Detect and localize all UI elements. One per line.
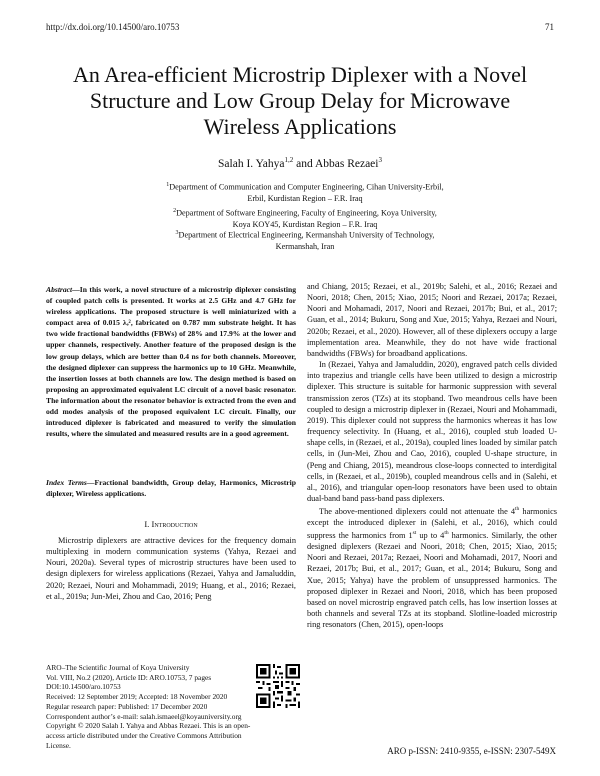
abstract-label: Abstract	[46, 285, 73, 294]
affiliation-2: $^2$Department of Software Engineering, Faculty of Engineering, Koya University, Koya KOY45, Kurdistan Region – F.R. Iraq	[173, 208, 437, 229]
authors	[40, 156, 560, 170]
page-number: 71	[545, 22, 554, 32]
abstract	[46, 284, 296, 439]
right-paragraph-3: The above-mentioned diplexers could not attenuate the 4th harmonics except the introduced diplexer in (Salehi, et al., 2016), which could suppress the harmonics from 1st up to 4th harmonics. Similarly, the other designed diplexers (Rezaei and Noori, 2018; Chen, 2015; Xiao, 2015; Noori and Rezaei, 2017a; Rezaei, Noori and Mohamadi, 2017, Noori and Rezaei, 2017b; Bui, et al., 2017; Guan, et al., 2014; Bukuru, Song and Xue, 2015; Yahya) have the problem of unsuppressed harmonics. The proposed diplexer in Rezaei and Noori, 2018, which has been proposed based on novel microstrip engraved patch cells, has low insertion losses at both channels and several TZs at its stopband. Slotline-loaded microstrip ring resonators (Chen, 2015), open-loops	[307, 506, 557, 630]
author-1-sup: 1,2	[284, 156, 294, 164]
affiliation-3: $^3$Department of Electrical Engineering, Kermanshah University of Technology, Kermanshah, Iran	[175, 230, 435, 251]
index-terms	[46, 477, 296, 499]
abstract-text: —In this work, a novel structure of a microstrip diplexer consisting of coupled patch cells is presented. It works at 2.5 GHz and 4.7 GHz for wireless applications. The proposed structure is well miniaturized with a compact area of 0.015 λₔ², fabricated on 0.787 mm substrate height. It has two wide fractional bandwidths (FBWs) of 28% and 17.9% at the lower and upper channels, respectively. Another feature of the proposed design is the low group delays, which are better than 0.4 ns for both channels. Moreover, the designed diplexer can suppress the harmonics up to 10 GHz. Meanwhile, the insertion losses at both channels are low. The design method is based on proposing an approximated equivalent LC circuit of a novel basic resonator. The information about the resonator behavior is extracted from the even and odd modes analysis of the proposed equivalent LC circuit. Finally, our introduced diplexer is fabricated and measured to verify the simulation results, where the simulated and measured results are in a good agreement.	[46, 285, 296, 439]
author-2-sup: 3	[378, 156, 382, 164]
left-body	[46, 535, 296, 602]
title-line-1: An Area-efficient Microstrip Diplexer with a Novel	[72, 62, 528, 87]
qr-code-icon	[256, 664, 300, 708]
section-heading: I. Introduction	[144, 519, 198, 529]
title-line-2: Structure and Low Group Delay for Microwave	[89, 88, 511, 113]
right-column	[307, 281, 557, 630]
article-info: ARO–The Scientific Journal of Koya University Vol. VIII, No.2 (2020), Article ID: ARO.10753, 7 pages DOI:10.14500/aro.10753 Received: 12 September 2019; Accepted: 18 November 2020 Regular research paper: Published: 17 December 2020 Correspondent author’s e-mail: salah.ismaeel@koyauniversity.org Copyright © 2020 Salah I. Yahya and Abbas Rezaei. This is an open-access article distributed under the Creative Commons Attribution License.	[46, 663, 251, 750]
affiliation-1: $^1$Department of Communication and Computer Engineering, Cihan University-Erbil, Erbil, Kurdistan Region – F.R. Iraq	[166, 182, 444, 203]
index-terms-text: —Fractional bandwidth, Group delay, Harmonics, Microstrip diplexer, Wireless applications.	[46, 478, 296, 499]
author-2: and Abbas Rezaei	[293, 157, 379, 170]
footer-issn: ARO p-ISSN: 2410-9355, e-ISSN: 2307-549X	[387, 746, 556, 756]
left-paragraph-1: Microstrip diplexers are attractive devices for the frequency domain multiplexing in modern communication systems (Yahya, Rezaei and Nouri, 2020a). Several types of microstrip structures have been used to design diplexers for wireless applications (Rezaei, Yahya and Jamaluddin, 2020; Rezaei, Nouri and Mohammadi, 2019; Huang, et al., 2016; Rezaei, et al., 2019a; Jun-Mei, Zhou and Cao, 2016; Peng	[46, 536, 296, 601]
doi-link[interactable]: http://dx.doi.org/10.14500/aro.10753	[46, 22, 180, 32]
right-paragraph-2: In (Rezaei, Yahya and Jamaluddin, 2020), engraved patch cells divided into trapezius and triangle cells have been utilized to design a microstrip diplexer. This structure is suitable for harmonic suppression with several transmission zeros (TZs) at its stopband. Two meandrous cells have been coupled to design a microstrip diplexer in (Rezaei, Nouri and Mohammadi, 2019). This diplexer could not suppress the harmonics whereas it has low frequency selectivity. In (Huang, et al., 2016), coupled stub loaded U-shape cells, in (Rezaei, et al., 2019a), coupled lines loaded by similar patch cells, in (Jun-Mei, Zhou and Cao, 2016), coupled U-shape structure, in (Peng and Chiang, 2015), meandrous close-loops connected to interdigital cells, in (Rezaei, et al., 2019b), coupled meandrous cells and in (Salehi, et al., 2016), and triangular open-loop resonators have been used to obtain dual-band band pass-band pass diplexers.	[307, 360, 557, 503]
title-line-3: Wireless Applications	[203, 114, 397, 139]
index-terms-label: Index Terms	[46, 478, 87, 487]
right-paragraph-1: and Chiang, 2015; Rezaei, et al., 2019b; Salehi, et al., 2016; Rezaei and Noori, 2018; Chen, 2015; Xiao, 2015; Noori and Rezaei, 2017a; Rezaei, Noori and Mohamadi, 2017, Noori and Rezaei, 2017b; Bui, et al., 2017; Guan, et al., 2014; Bukuru, Song and Xue, 2015; Yahya, Rezaei and Nouri, 2020b; Rezaei, et al., 2020). However, all of these diplexers occupy a large implementation area. Meanwhile, they do not have wide fractional bandwidths (FBWs) for broadband applications.	[307, 282, 557, 358]
author-1: Salah I. Yahya	[218, 157, 285, 170]
paper-title	[40, 62, 560, 140]
